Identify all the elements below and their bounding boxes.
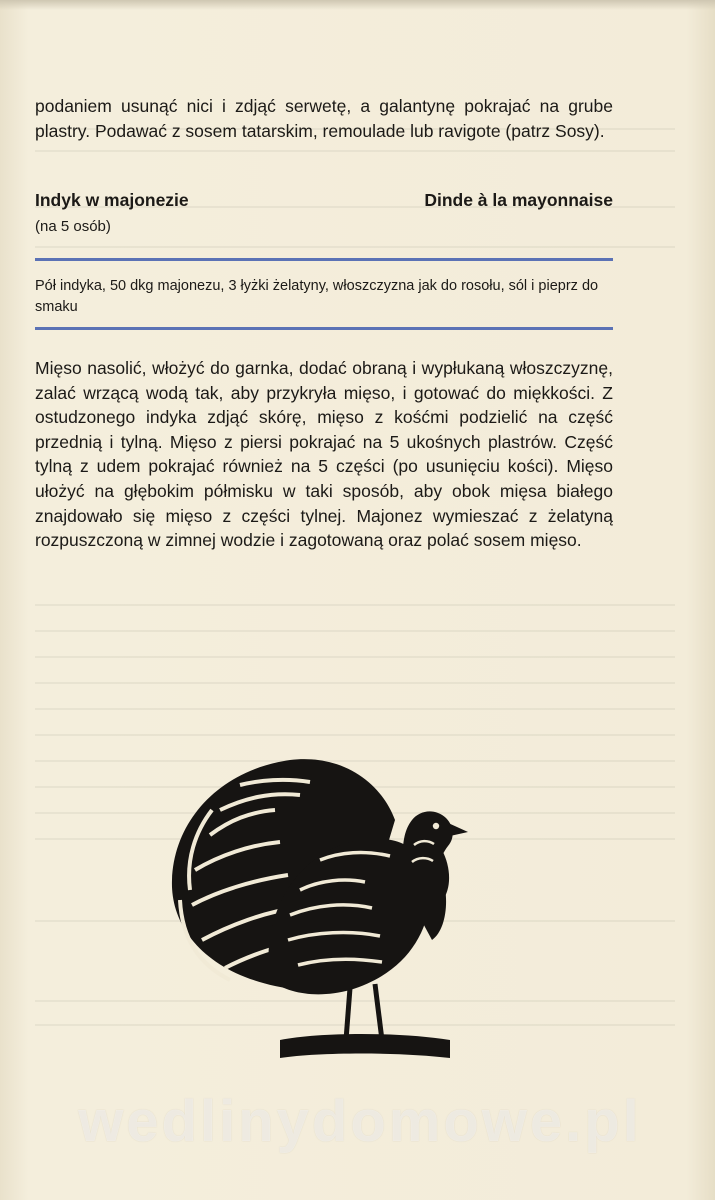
ingredients-bottom-rule — [35, 327, 613, 330]
show-through-line — [35, 150, 675, 152]
method-paragraph: Mięso nasolić, włożyć do garnka, dodać obraną i wypłukaną włoszczyznę, zalać wrzącą wodą tak, aby przykryła mięso, i gotować do miękkości. Z ostudzonego indyka zdjąć skórę, mięso z kośćmi podzielić na część przednią i tylną. Mięso z piersi pokrajać na 5 ukośnych plastrów. Część tylną z udem pokrajać również na 5 części (po usunięciu kości). Mięso ułożyć na głębokim półmisku w taki sposób, aby obok mięsa białego znajdowało się mięso z części tylnej. Majonez wymieszać z żelatyną rozpuszczoną w zimnej wodzie i zagotowaną oraz polać sosem mięso. — [35, 358, 613, 551]
servings-note: (na 5 osób) — [35, 218, 111, 235]
show-through-line — [35, 656, 675, 658]
recipe-title-french: Dinde à la mayonnaise — [424, 190, 613, 210]
show-through-line — [35, 604, 675, 606]
turkey-legs — [346, 984, 382, 1040]
show-through-line — [35, 246, 675, 248]
ingredients-top-rule — [35, 258, 613, 261]
turkey-base — [280, 1034, 450, 1058]
show-through-line — [35, 734, 675, 736]
recipe-title-polish: Indyk w majonezie — [35, 190, 189, 210]
page-top-shadow — [0, 0, 715, 10]
recipe-title-row — [35, 190, 613, 211]
show-through-line — [35, 630, 675, 632]
ingredients-list: Pół indyka, 50 dkg majonezu, 3 łyżki żelatyny, włoszczyzna jak do rosołu, sól i pieprz do smaku — [35, 278, 599, 315]
watermark: wedlinydomowe.pl — [78, 1089, 642, 1154]
turkey-eye — [433, 823, 439, 829]
intro-paragraph: podaniem usunąć nici i zdjąć serwetę, a galantynę pokrajać na grube plastry. Podawać z sosem tatarskim, remoulade lub ravigote (patrz Sosy). — [35, 96, 613, 141]
show-through-line — [35, 708, 675, 710]
turkey-illustration — [150, 740, 480, 1070]
show-through-line — [35, 682, 675, 684]
